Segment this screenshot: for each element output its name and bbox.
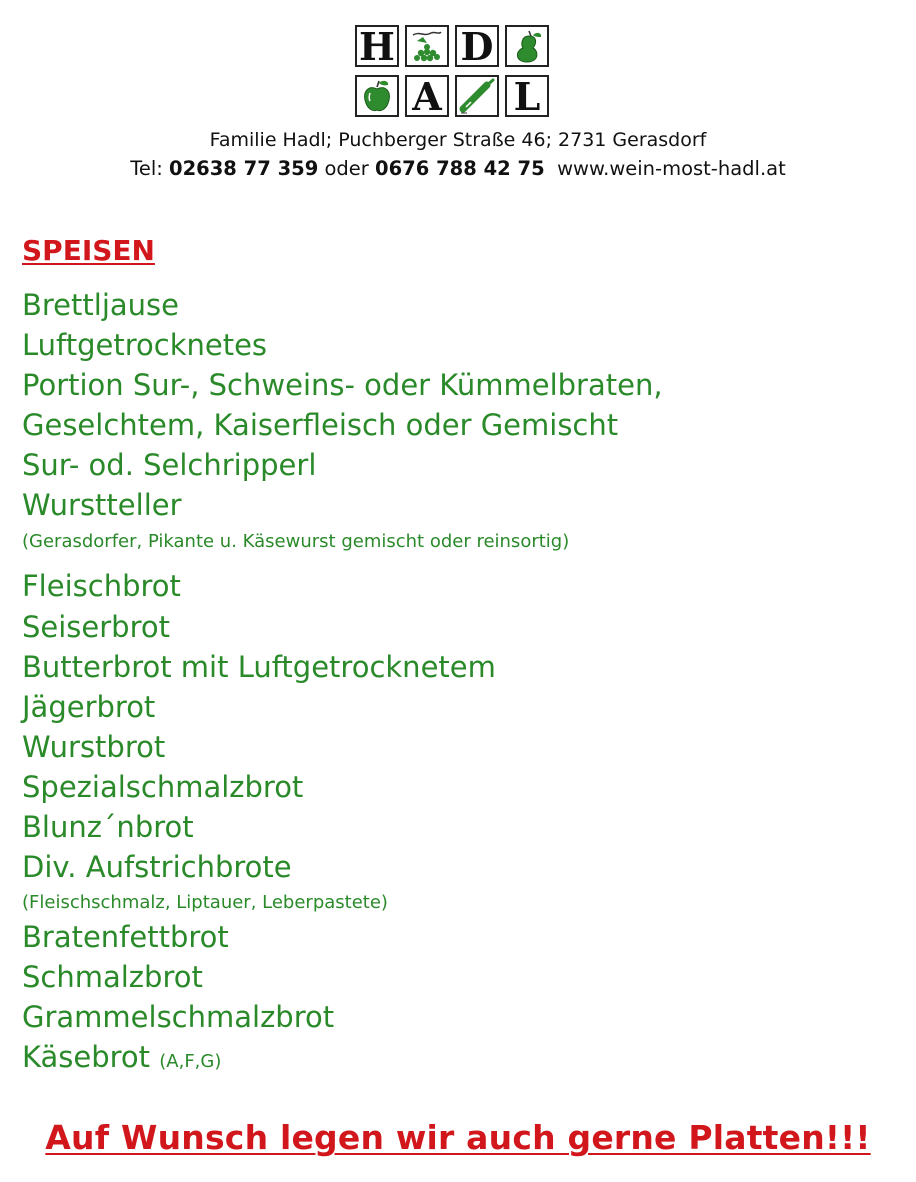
menu-item: Sur- od. Selchripperl bbox=[22, 448, 317, 482]
logo-letter-l: L bbox=[513, 75, 541, 117]
oder-text: oder bbox=[324, 157, 369, 180]
logo-letter-h: H bbox=[359, 25, 395, 67]
menu-item: Geselchtem, Kaiserfleisch oder Gemischt bbox=[22, 408, 619, 442]
menu-item: Div. Aufstrichbrote bbox=[22, 850, 292, 884]
tel-label: Tel: bbox=[130, 157, 163, 180]
menu-item: Portion Sur-, Schweins- oder Kümmelbraten, bbox=[22, 368, 663, 402]
menu-item: Grammelschmalzbrot bbox=[22, 1000, 335, 1034]
allergen-codes: (A,F,G) bbox=[159, 1051, 222, 1072]
menu-item: Wurstbrot bbox=[22, 730, 166, 764]
logo-cell-h bbox=[355, 25, 399, 67]
menu-item: Luftgetrocknetes bbox=[22, 328, 268, 362]
grape-bunch-icon bbox=[405, 25, 449, 67]
logo-cell-l bbox=[505, 75, 549, 117]
menu-item: Jägerbrot bbox=[22, 690, 156, 724]
menu-item: Fleischbrot bbox=[22, 569, 181, 603]
platter-banner: Auf Wunsch legen wir auch gerne Platten!!! bbox=[45, 1118, 871, 1157]
wurstteller-note: (Gerasdorfer, Pikante u. Käsewurst gemischt oder reinsortig) bbox=[22, 531, 570, 552]
menu-item: Seiserbrot bbox=[22, 610, 170, 644]
section-title-speisen: SPEISEN bbox=[22, 234, 155, 267]
hadl-logo bbox=[355, 25, 550, 119]
menu-item: Wurstteller bbox=[22, 488, 182, 522]
menu-item-label: Käsebrot bbox=[22, 1040, 151, 1074]
menu-item: Butterbrot mit Luftgetrocknetem bbox=[22, 650, 496, 684]
phone-number-2: 0676 788 42 75 bbox=[375, 157, 545, 180]
menu-item-kaesebrot bbox=[22, 1039, 221, 1075]
contact-line bbox=[0, 157, 916, 180]
menu-item: Bratenfettbrot bbox=[22, 920, 229, 954]
address-line: Familie Hadl; Puchberger Straße 46; 2731 Gerasdorf bbox=[209, 129, 707, 151]
logo-cell-a bbox=[405, 75, 449, 117]
menu-item: Spezialschmalzbrot bbox=[22, 770, 304, 804]
menu-item: Blunz´nbrot bbox=[22, 810, 194, 844]
pear-icon bbox=[505, 25, 549, 67]
logo-letter-a: A bbox=[412, 75, 442, 117]
website-text: www.wein-most-hadl.at bbox=[557, 157, 786, 180]
apple-icon bbox=[355, 75, 399, 117]
wine-bottle-icon bbox=[455, 75, 499, 117]
menu-item: Brettljause bbox=[22, 288, 179, 322]
phone-number-1: 02638 77 359 bbox=[169, 157, 319, 180]
logo-cell-d bbox=[455, 25, 499, 67]
aufstrich-note: (Fleischschmalz, Liptauer, Leberpastete) bbox=[22, 892, 388, 913]
logo-letter-d: D bbox=[460, 25, 494, 67]
menu-item: Schmalzbrot bbox=[22, 960, 203, 994]
